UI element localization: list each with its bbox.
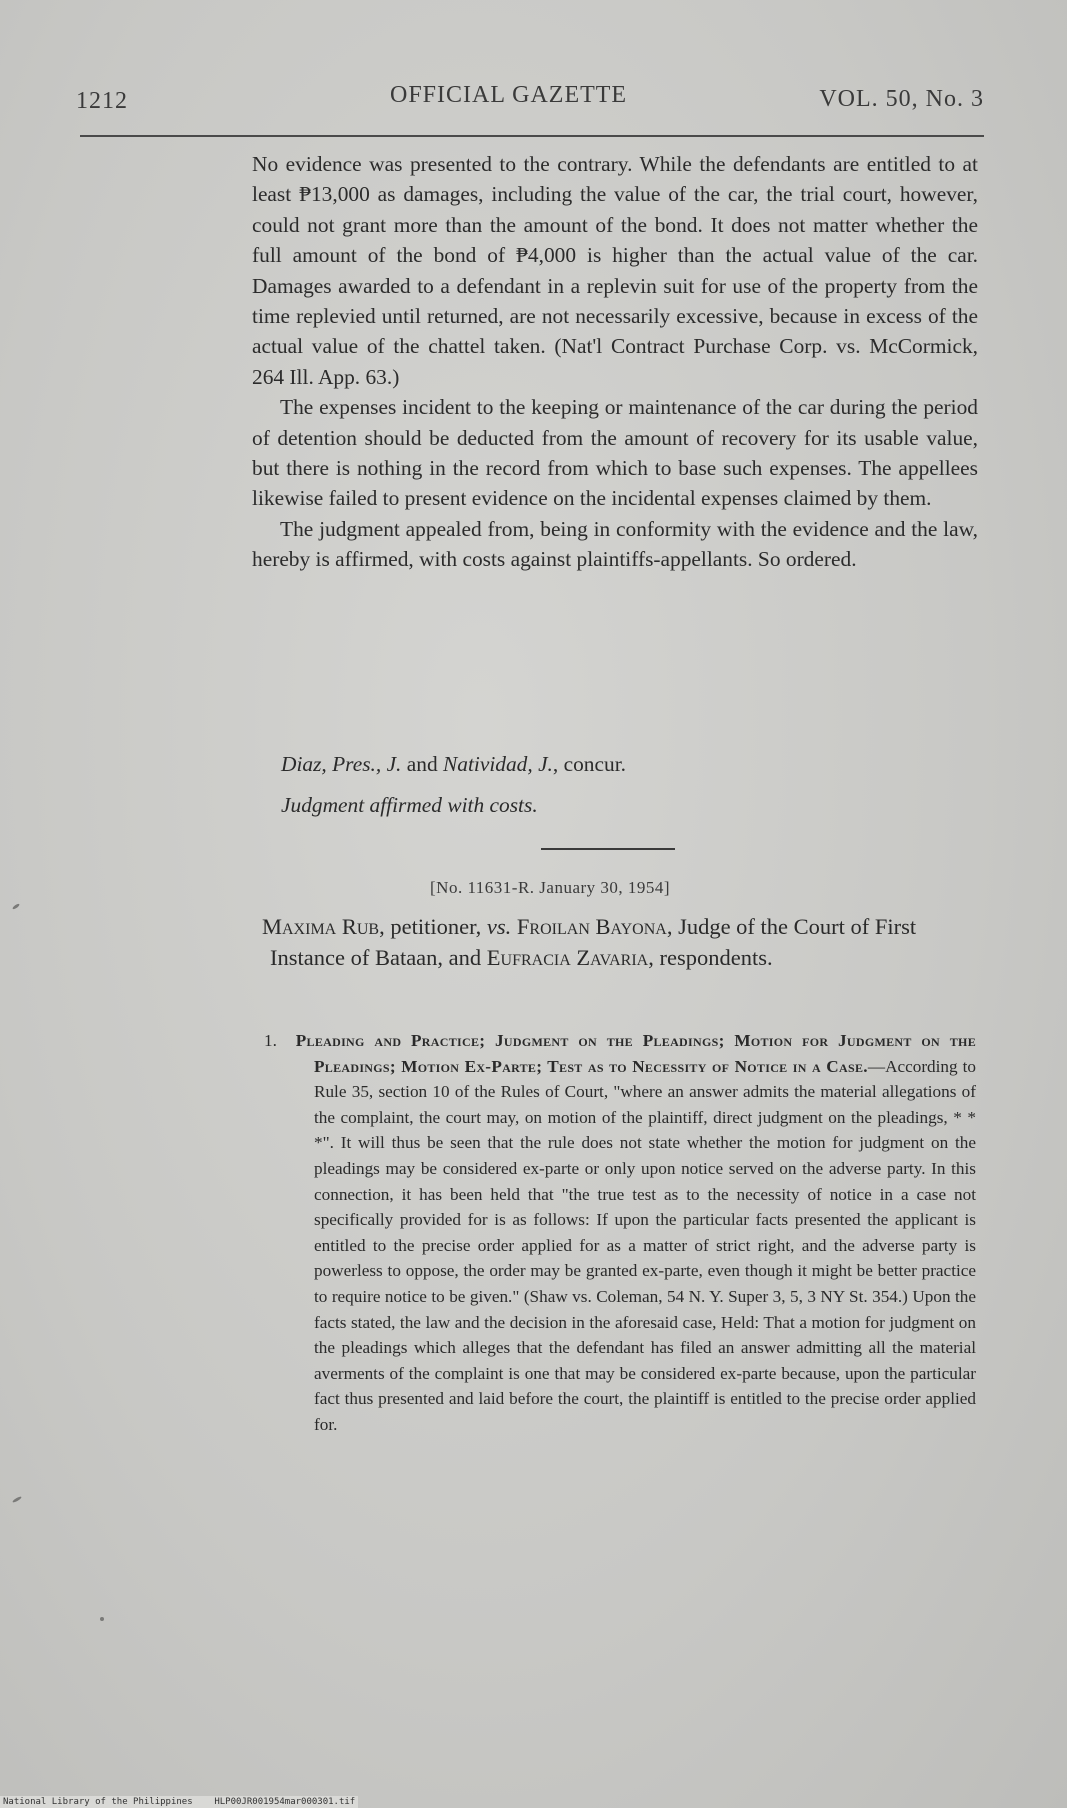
concurrence-line: [281, 752, 626, 777]
publication-title: OFFICIAL GAZETTE: [390, 82, 628, 108]
decision-body: [252, 149, 978, 575]
caption-text: , respondents.: [648, 945, 773, 970]
section-divider: [541, 848, 675, 850]
respondent-name: Eufracia Zavaria: [486, 945, 649, 970]
syllabus-number: 1.: [264, 1031, 277, 1050]
justice-name: Natividad, J.: [443, 752, 553, 776]
header-rule: [80, 135, 984, 137]
judgment-line: Judgment affirmed with costs.: [281, 793, 538, 817]
caption-text: , petitioner,: [379, 914, 487, 939]
scan-speck: [100, 1617, 104, 1621]
syllabus-item: [264, 1028, 976, 1438]
volume-number: VOL. 50, No. 3: [819, 86, 984, 112]
justice-name: Diaz, Pres., J.: [281, 752, 402, 776]
page-number: 1212: [76, 88, 128, 114]
scan-footer: [0, 1796, 358, 1808]
paragraph: The expenses incident to the keeping or maintenance of the car during the period of detention should be deducted from the amount of recovery for its usable value, but there is nothing in the record from which to base such expenses. The appellees likewise failed to present evidence on the incidental expenses claimed by them.: [252, 395, 978, 511]
case-number: [No. 11631-R. January 30, 1954]: [430, 878, 671, 897]
paragraph: The judgment appealed from, being in conformity with the evidence and the law, hereby is affirmed, with costs against plaintiffs-appellants. So ordered.: [252, 516, 978, 572]
syllabus-headnote: Pleading and Practice; Judgment on the Pleadings; Motion for Judgment on the Pleadings; Motion Ex-Parte; Test as to Necessity of Notice in a Case.: [295, 1031, 976, 1076]
running-header: [76, 82, 984, 126]
syllabus-body: —According to Rule 35, section 10 of the Rules of Court, "where an answer admits the material allegations of the complaint, the court may, on motion of the plaintiff, direct judgment on the pleadings, * * *". It will thus be seen that the rule does not state whether the motion for judgment on the pleadings may be considered ex-parte or only upon notice served on the adverse party. In this connection, it has been held that "the true test as to the necessity of notice in a case not specifically provided for is as follows: If upon the particular facts presented the applicant is entitled to the precise order applied for as a matter of strict right, and the adverse party is powerless to oppose, the order may be granted ex-parte, even though it might be better practice to require notice to be given." (Shaw vs. Coleman, 54 N. Y. Super 3, 5, 3 NY St. 354.) Upon the facts stated, the law and the decision in the aforesaid case, Held: That a motion for judgment on the pleadings which alleges that the defendant has filed an answer admitting all the material averments of the complaint is one that may be considered ex-parte because, upon the particular fact thus presented and laid before the court, the plaintiff is entitled to the precise order applied for.: [314, 1056, 976, 1434]
caption-text: , Judge of the Court of First Instance of Bataan, and: [270, 914, 917, 970]
petitioner-name: Maxima Rub: [262, 914, 380, 939]
case-caption: [222, 911, 932, 973]
syllabus: [264, 1028, 976, 1438]
footer-file: HLP00JR001954mar000301.tif: [214, 1797, 356, 1807]
concur-suffix: , concur.: [552, 752, 626, 776]
footer-source: National Library of the Philippines: [3, 1797, 193, 1807]
versus: vs.: [486, 914, 512, 939]
conjunction: and: [401, 752, 443, 776]
scan-speck: [12, 903, 20, 910]
scan-speck: [12, 1496, 22, 1504]
respondent-name: Froilan Bayona: [516, 914, 667, 939]
paragraph: No evidence was presented to the contrary. While the defendants are entitled to at least ₱13,000 as damages, including the value of the car, the trial court, however, could not grant more than the amount of the bond. It does not matter whether the full amount of the bond of ₱4,000 is higher than the actual value of the car. Damages awarded to a defendant in a replevin suit for use of the property from the time replevied until returned, are not necessarily excessive, because in excess of the actual value of the chattel taken. (Nat'l Contract Purchase Corp. vs. McCormick, 264 Ill. App. 63.): [252, 152, 978, 389]
